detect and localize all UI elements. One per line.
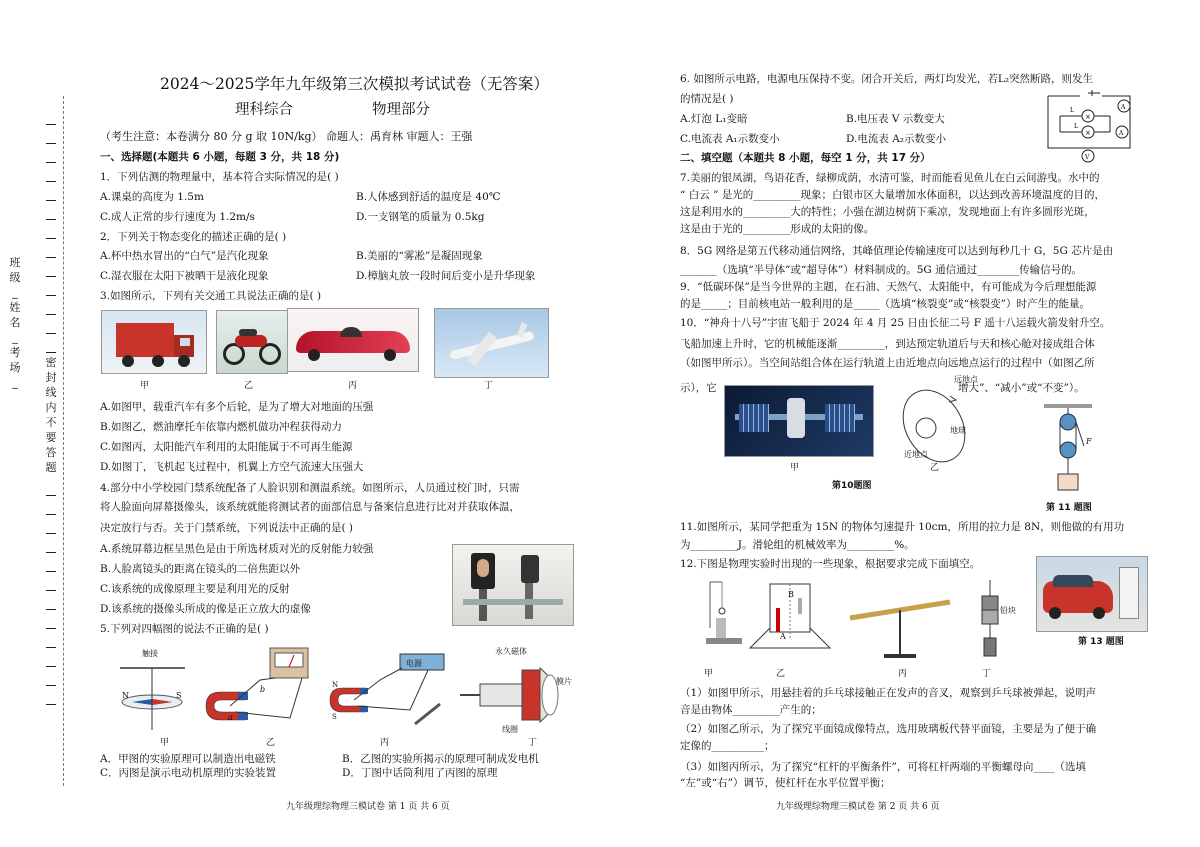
svg-text:A: A [1119, 130, 1124, 137]
q5-option-a: A．甲图的实验原理可以制造出电磁铁 [100, 753, 276, 765]
fig12-caption-jia: 甲 [704, 669, 714, 679]
q3-caption-jia: 甲 [140, 381, 150, 391]
q5-diagrams [110, 640, 585, 740]
q3-option-c: C.如图丙，太阳能汽车利用的太阳能属于不可再生能源 [100, 441, 353, 453]
fig10-caption-yi: 乙 [930, 463, 940, 473]
q3-stem: 3.如图所示，下列有关交通工具说法正确的是( ) [100, 290, 322, 302]
exam-subtitle-left: 理科综合 [235, 102, 293, 118]
svg-text:V: V [1085, 154, 1090, 161]
footer-left: 九年级理综物理三模试卷 第 1 页 共 6 页 [286, 802, 450, 812]
q2-stem: 2．下列关于物态变化的描述正确的是( ) [100, 231, 287, 243]
label-perigee: 近地点 [904, 450, 928, 459]
q12-part2-line2: 定像的__________； [680, 740, 775, 752]
q7-line3: 这是利用水的_________大的特性；小强在湖边树荫下乘凉，发现地面上有许多圆形光斑， [680, 206, 1095, 218]
q1-stem: 1．下列估测的物理量中，基本符合实际情况的是( ) [100, 171, 339, 183]
seal-line-label: 密封线内不要答题 [45, 356, 57, 474]
space-station-photo [724, 385, 874, 457]
section-2-heading: 二、填空题（本题共 8 小题，每空 1 分，共 17 分） [680, 152, 931, 164]
q10-line1: 10．“神舟十八号”宇宙飞船于 2024 年 4 月 25 日由长征二号 F 遥十八运载火箭发射升空。 [680, 317, 1111, 329]
microphone-diagram [460, 668, 558, 722]
q4-stem-line2: 将人脸面向屏幕摄像头，该系统就能将测试者的面部信息与备案信息进行比对并获取体温， [100, 501, 520, 513]
q1-option-c: C.成人正常的步行速度为 1.2m/s [100, 211, 255, 223]
q4-option-a: A.系统屏幕边框呈黑色是由于所选材质对光的反射能力较强 [100, 543, 374, 555]
q5-caption-ding: 丁 [528, 738, 538, 748]
q10-line4-end: 增大”、“减小”或“不变”）。 [958, 382, 1085, 394]
q6-option-d: D.电流表 A₂示数变小 [846, 133, 947, 145]
ev-charging-photo [1036, 556, 1148, 632]
q2-option-a: A.杯中热水冒出的“白气”是汽化现象 [100, 250, 269, 262]
fig13-caption: 第 13 题图 [1078, 637, 1124, 647]
lever-diagram [850, 602, 950, 658]
label-chujie: 触接 [142, 649, 158, 658]
svg-text:N: N [122, 691, 129, 700]
truck-photo [101, 310, 207, 374]
q5-caption-yi: 乙 [266, 738, 276, 748]
q12-part1-line2: 音是由物体_________产生的； [680, 704, 822, 716]
label-B: B [788, 590, 794, 599]
footer-right: 九年级理综物理三模试卷 第 2 页 共 6 页 [776, 802, 940, 812]
q3-caption-bing: 丙 [348, 381, 358, 391]
generator-experiment-diagram [206, 648, 308, 720]
q4-stem-line1: 4.部分中小学校园门禁系统配备了人脸识别和测温系统。如图所示，人员通过校门时，只需 [100, 482, 520, 494]
fig11-caption: 第 11 题图 [1046, 503, 1092, 513]
q4-option-c: C.该系统的成像原理主要是利用光的反射 [100, 583, 290, 595]
q12-part1-line1: （1）如图甲所示，用悬挂着的乒乓球接触正在发声的音叉，观察到乒乓球被弹起，说明声 [680, 687, 1097, 699]
q1-option-b: B.人体感到舒适的温度是 40℃ [356, 191, 501, 203]
lead-block-diagram [982, 580, 998, 656]
exam-notice: （考生注意：本卷满分 80 分 g 取 10N/kg） 命题人：禹育林 审题人：王强 [100, 130, 473, 143]
pulley-system-diagram [1040, 404, 1100, 496]
motor-experiment-diagram [330, 654, 444, 724]
q6-option-a: A.灯泡 L₁变暗 [680, 113, 748, 125]
q6-option-c: C.电流表 A₁示数变小 [680, 133, 780, 145]
label-permanent-magnet: 永久磁体 [495, 647, 527, 656]
binding-ticks-top [46, 124, 56, 371]
q5-caption-jia: 甲 [160, 738, 170, 748]
svg-text:L: L [1070, 107, 1074, 114]
q3-caption-ding: 丁 [484, 381, 494, 391]
q12-part3-line2: “左”或“右”）调节，使杠杆在水平位置平衡； [680, 777, 891, 789]
q12-stem: 12.下图是物理实验时出现的一些现象，根据要求完成下面填空。 [680, 558, 981, 570]
q6-circuit-diagram [1040, 88, 1138, 164]
q7-line1: 7.美丽的银凤湖，鸟语花香，绿柳成荫，水清可鉴，时而能看见鱼儿在白云间游曳。水中的 [680, 172, 1100, 184]
q2-option-d: D.樟脑丸放一段时间后变小是升华现象 [356, 270, 536, 282]
airplane-photo [434, 308, 549, 378]
q6-stem-line2: 的情况是( ) [680, 93, 734, 105]
fig10-caption-jia: 甲 [790, 463, 800, 473]
q12-experiment-diagrams [700, 578, 1035, 668]
svg-text:×: × [1085, 129, 1091, 137]
q12-part3-line1: （3）如图丙所示，为了探究“杠杆的平衡条件”，可将杠杆两端的平衡螺母向____（选填 [680, 761, 1086, 773]
q3-option-a: A.如图甲，载重汽车有多个后轮，是为了增大对地面的压强 [100, 401, 374, 413]
q3-option-b: B.如图乙，燃油摩托车依靠内燃机做功冲程获得动力 [100, 421, 343, 433]
q10-line3: （如图甲所示）。当空间站组合体在运行轨道上由近地点向远地点运行的过程中（如图乙所 [680, 357, 1095, 369]
q5-stem: 5.下列对四幅图的说法不正确的是( ) [100, 623, 269, 635]
svg-text:S: S [332, 713, 337, 721]
q4-option-d: D.该系统的摄像头所成的像是正立放大的虚像 [100, 603, 311, 615]
q10-line4-start: 示），它 [680, 382, 717, 394]
svg-text:×: × [1085, 113, 1091, 121]
q9-line1: 9．“低碳环保”是当今世界的主题，在石油、天然气、太阳能中，有可能成为今后理想能源 [680, 281, 1097, 293]
q1-option-a: A.课桌的高度为 1.5m [100, 191, 204, 203]
label-force-F: F [1086, 437, 1092, 446]
q5-option-b: B．乙图的实验所揭示的原理可制成发电机 [342, 753, 539, 765]
tuning-fork-diagram [706, 582, 742, 644]
svg-text:N: N [332, 681, 339, 689]
fig12-caption-yi: 乙 [776, 669, 786, 679]
fig12-caption-ding: 丁 [982, 669, 992, 679]
exam-subtitle-right: 物理部分 [372, 102, 430, 118]
q7-line2: “ 白云 ” 是光的_________现象；白银市区大量增加水体面积，以达到改善环境温度的目的， [680, 189, 1105, 201]
q10-line2: 飞船加速上升时，它的机械能逐渐_________，到达预定轨道后与天和核心舱对接成组合体 [680, 338, 1095, 350]
label-apogee: 远地点 [954, 375, 978, 384]
binding-ticks-bottom [46, 495, 56, 723]
label-diaphragm: 膜片 [556, 677, 572, 686]
svg-text:A: A [1121, 104, 1126, 111]
q11-line2: 为_________J。滑轮组的机械效率为_________%。 [680, 539, 915, 551]
q2-option-c: C.湿衣服在太阳下被晒干是液化现象 [100, 270, 269, 282]
section-1-heading: 一、选择题(本题共 6 小题，每题 3 分，共 18 分) [100, 151, 340, 163]
q3-caption-yi: 乙 [244, 381, 254, 391]
exam-title: 2024～2025学年九年级第三次模拟考试试卷（无答案） [160, 75, 549, 93]
svg-text:S: S [176, 691, 182, 700]
motorcycle-photo [216, 310, 288, 374]
solar-car-photo [287, 308, 419, 372]
q11-line1: 11.如图所示，某同学把重为 15N 的物体匀速提升 10cm，所用的拉力是 8N，则他做的有用功 [680, 521, 1125, 533]
label-A: A [780, 632, 786, 641]
q1-option-d: D.一支钢笔的质量为 0.5kg [356, 211, 485, 223]
face-recognition-gate-photo [452, 544, 574, 626]
label-coil: 线圈 [502, 725, 518, 734]
fig10-caption: 第10题图 [832, 481, 872, 491]
q12-part2-line1: （2）如图乙所示，为了探究平面镜成像特点，选用玻璃板代替平面镜，主要是为了便于确 [680, 723, 1097, 735]
student-info-label: 班级_姓名_考场_ [9, 256, 21, 389]
dashed-binding-line [63, 96, 64, 786]
q8-line2: _______（选填“半导体”或“超导体”）材料制成的。5G 通信通过________传输信号的。 [680, 264, 1083, 276]
q7-line4: 这是由于光的_________形成的太阳的像。 [680, 223, 875, 235]
svg-text:b: b [260, 685, 266, 694]
q8-line1: 8．5G 网络是第五代移动通信网络，其峰值理论传输速度可以达到每秒几十 G，5G 芯片是由 [680, 245, 1114, 257]
q3-option-d: D.如图丁，飞机起飞过程中，机翼上方空气流速大压强大 [100, 461, 364, 473]
label-lead-block: 铅块 [1000, 606, 1016, 615]
q6-option-b: B.电压表 V 示数变大 [846, 113, 945, 125]
q4-stem-line3: 决定放行与否。关于门禁系统，下列说法中正确的是( ) [100, 522, 354, 534]
q5-option-d: D．丁图中话筒利用了丙图的原理 [342, 767, 498, 779]
q5-option-c: C．丙图是演示电动机原理的实验装置 [100, 767, 277, 779]
q6-stem-line1: 6. 如图所示电路，电源电压保持不变。闭合开关后，两灯均发光，若L₂突然断路，则发生 [680, 73, 1094, 85]
q4-option-b: B.人脸离镜头的距离在镜头的二倍焦距以外 [100, 563, 301, 575]
svg-text:a: a [228, 713, 233, 722]
q5-caption-bing: 丙 [380, 738, 390, 748]
q9-line2: 的是_____；目前核电站一般利用的是_____（选填“核裂变”或“核裂变”）时产生的能量。 [680, 298, 1090, 310]
q2-option-b: B.美丽的“雾凇”是凝固现象 [356, 250, 483, 262]
label-dianyuan: 电源 [406, 659, 422, 668]
label-earth: 地球 [950, 426, 966, 435]
svg-text:L: L [1074, 123, 1078, 130]
fig12-caption-bing: 丙 [898, 669, 908, 679]
